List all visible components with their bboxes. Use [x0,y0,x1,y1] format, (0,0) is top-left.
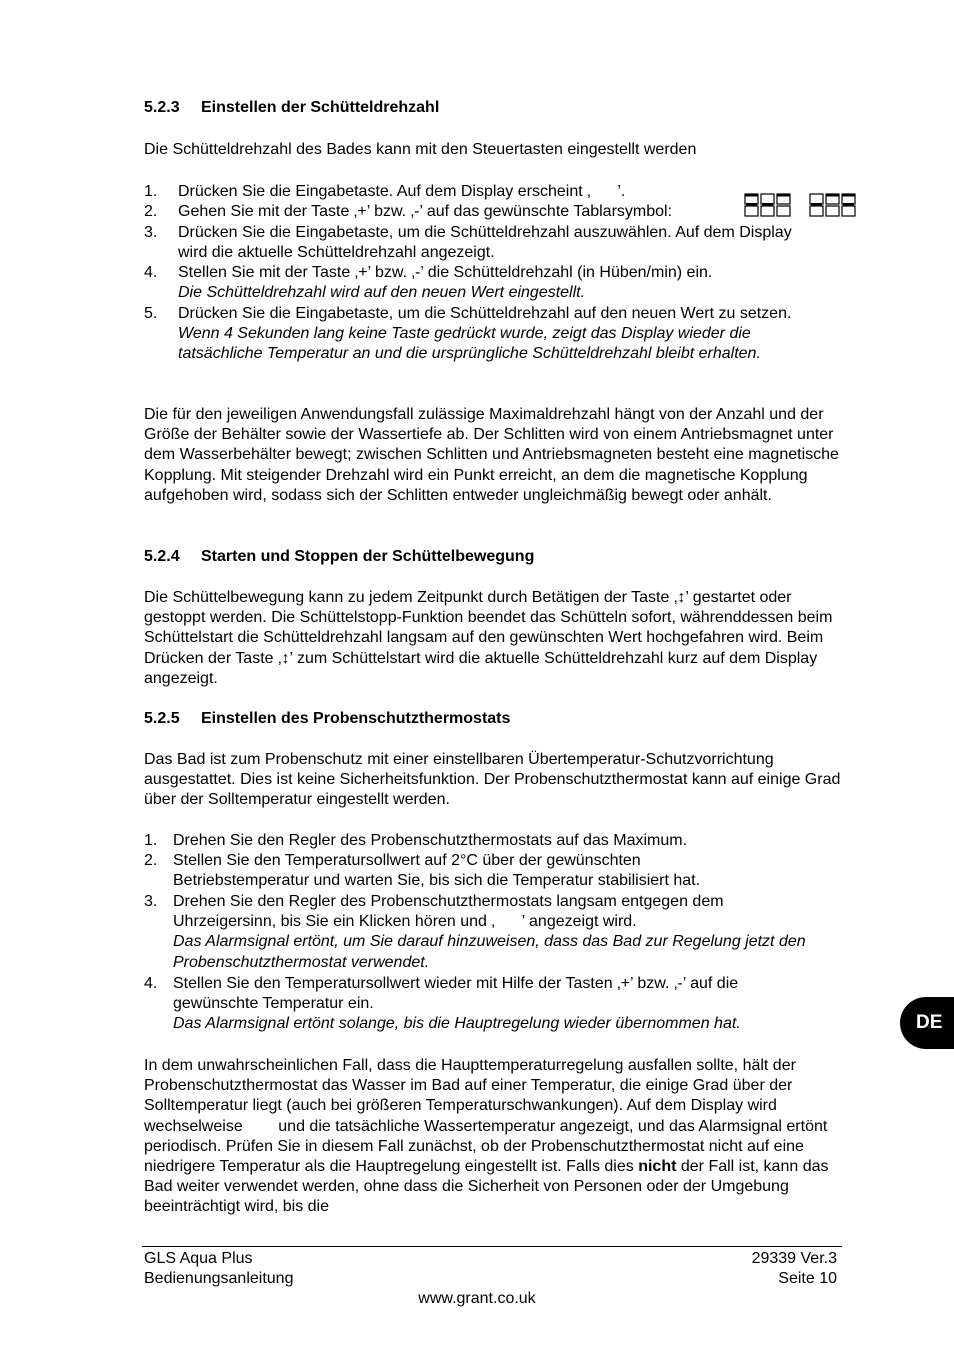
list-number: 3. [144,224,158,241]
section-number: 5.2.4 [144,548,180,565]
paragraph-emphasis: nicht [638,1158,677,1176]
list-number: 3. [144,893,158,910]
list-number: 1. [144,183,158,200]
list-note: Die Schütteldrehzahl wird auf den neuen Wert eingestellt. [178,284,586,302]
list-text: Drehen Sie den Regler des Probenschutzthermostats langsam entgegen dem Uhrzeigersinn, bis Sie ein Klicken hören und ‚ ’ angezeigt wird. [173,893,728,931]
list-number: 2. [144,203,158,220]
paragraph: Die Schüttelbewegung kann zu jedem Zeitpunkt durch Betätigen der Taste ‚↕’ gestartet oder gestoppt werden. Die Schüttelstopp-Funktion beendet das Schütteln sofort, währenddessen beim Schüttelstart die Schütteldrehzahl langsam auf den gewünschten Wert hochgefahren wird. Beim Drücken der Taste ‚↕’ zum Schüttelstart wird die aktuelle Schütteldrehzahl kurz auf dem Display angezeigt. [144,589,833,687]
section-intro: Die Schütteldrehzahl des Bades kann mit den Steuertasten eingestellt werden [144,141,697,158]
list-item [144,263,844,303]
list-text: Stellen Sie den Temperatursollwert auf 2°C über der gewünschten Betriebstemperatur und warten Sie, bis sich die Temperatur stabilisiert hat. [173,852,701,890]
footer-doc-number: 29339 Ver.3 [751,1250,837,1267]
list-item [144,202,844,222]
list-text: Gehen Sie mit der Taste ‚+’ bzw. ‚-’ auf das gewünschte Tablarsymbol: [178,203,673,220]
list-item [144,831,844,851]
footer-doc-type: Bedienungsanleitung [144,1270,294,1287]
section-intro: Das Bad ist zum Probenschutz mit einer einstellbaren Übertemperatur-Schutzvorrichtung ausgestattet. Dies ist keine Sicherheitsfunktion. Der Probenschutzthermostat kann auf einige Grad über der Solltemperatur eingestellt werden. [144,751,841,809]
list-number: 1. [144,832,158,849]
section-title: Einstellen des Probenschutzthermostats [201,710,511,727]
list-text: Drücken Sie die Eingabetaste. Auf dem Display erscheint ‚ ’. [178,183,626,200]
list-number: 5. [144,305,158,322]
list-text: Stellen Sie mit der Taste ‚+’ bzw. ‚-’ die Schütteldrehzahl (in Hüben/min) ein. [178,264,713,281]
language-tab: DE [900,997,954,1049]
section-title: Einstellen der Schütteldrehzahl [201,99,440,116]
list-item [144,304,844,365]
list-text: Drücken Sie die Eingabetaste, um die Schütteldrehzahl auf den neuen Wert zu setzen. [178,305,792,322]
list-item [144,974,844,1035]
list-text: Stellen Sie den Temperatursollwert wieder mit Hilfe der Tasten ‚+’ bzw. ‚-’ auf die gewünschte Temperatur ein. [173,975,739,1013]
list-item [144,182,844,202]
footer-divider [142,1246,842,1247]
section-title: Starten und Stoppen der Schüttelbewegung [201,548,535,565]
tray-symbol-display-icon [809,193,857,219]
footer-page-number: Seite 10 [778,1270,837,1287]
tray-symbol-display-icon [744,193,792,219]
section-number: 5.2.3 [144,99,180,116]
list-item [144,223,844,263]
paragraph [144,1056,844,1218]
list-number: 4. [144,975,158,992]
list-note: Das Alarmsignal ertönt solange, bis die Hauptregelung wieder übernommen hat. [173,1015,741,1033]
list-text: Drehen Sie den Regler des Probenschutzthermostats auf das Maximum. [173,832,688,849]
footer-website: www.grant.co.uk [418,1290,536,1307]
list-note: Das Alarmsignal ertönt, um Sie darauf hinzuweisen, dass das Bad zur Regelung jetzt den Probenschutzthermostat verwendet. [173,933,806,971]
section-heading-5-2-3 [144,98,439,118]
paragraph-text: der Fall ist, kann das Bad weiter verwendet werden, ohne dass die Sicherheit von Personen oder der Umgebung beeinträchtigt wird, bis die [144,1158,833,1216]
list-text: Drücken Sie die Eingabetaste, um die Schütteldrehzahl auszuwählen. Auf dem Display wird die aktuelle Schütteldrehzahl angezeigt. [178,224,792,262]
section-number: 5.2.5 [144,710,180,727]
paragraph-text: In dem unwahrscheinlichen Fall, dass die Haupttemperaturregelung ausfallen sollte, hält der Probenschutzthermostat das Wasser im Bad auf einer Temperatur, die einige Grad über der Solltemperatur liegt (auch bei größeren Temperaturschwankungen). Auf dem Display wird wechselweise und die tatsächliche Wassertemperatur angezeigt, und das Alarmsignal ertönt periodisch. Prüfen Sie in diesem Fall zunächst, ob der Probenschutzthermostat nicht auf eine niedrigere Temperatur als die Hauptregelung eingestellt ist. Falls dies [144,1057,832,1176]
section-heading-5-2-4 [144,547,534,567]
list-item [144,851,844,891]
footer-product: GLS Aqua Plus [144,1250,253,1267]
list-number: 2. [144,852,158,869]
list-item [144,892,844,973]
list-note: Wenn 4 Sekunden lang keine Taste gedrückt wurde, zeigt das Display wieder die tatsächliche Temperatur an und die ursprüngliche Schütteldrehzahl bleibt erhalten. [178,325,761,363]
list-number: 4. [144,264,158,281]
section-heading-5-2-5 [144,709,510,729]
paragraph: Die für den jeweiligen Anwendungsfall zulässige Maximaldrehzahl hängt von der Anzahl und der Größe der Behälter sowie der Wassertiefe ab. Der Schlitten wird von einem Antriebsmagnet unter dem Wasserbehälter bewegt; zwischen Schlitten und Antriebsmagneten besteht eine magnetische Kopplung. Mit steigender Drehzahl wird ein Punkt erreicht, an dem die magnetische Kopplung aufgehoben wird, sodass sich der Schlitten entweder ungleichmäßig bewegt oder anhält. [144,406,839,504]
